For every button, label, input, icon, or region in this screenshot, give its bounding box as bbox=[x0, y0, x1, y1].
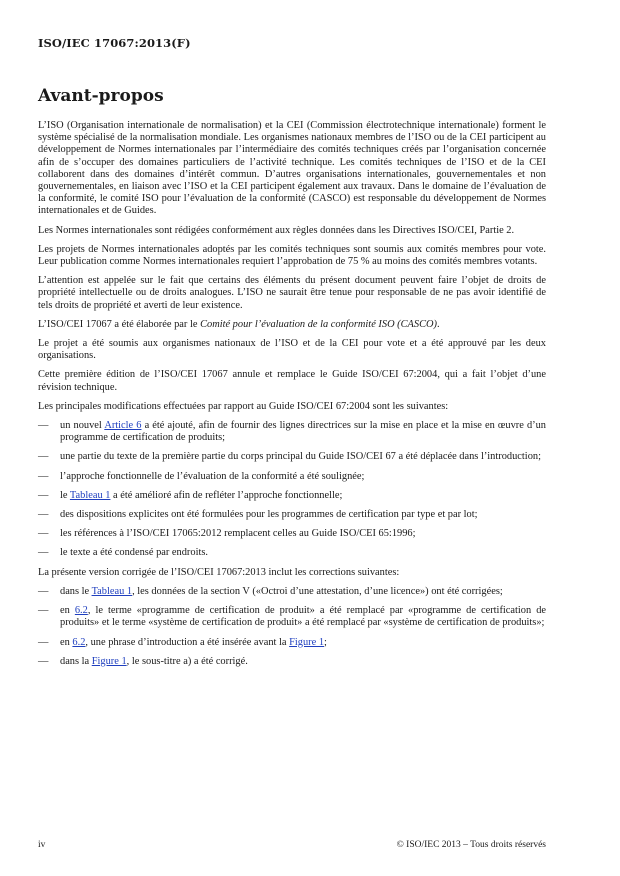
dash-marker: — bbox=[38, 451, 49, 463]
dash-marker: — bbox=[38, 605, 49, 617]
committee-name: Comité pour l’évaluation de la conformité ISO (CASCO) bbox=[200, 318, 437, 330]
foreword-body bbox=[38, 120, 546, 675]
committee-suffix: . bbox=[437, 318, 440, 330]
committee-prefix: L’ISO/CEI 17067 a été élaborée par le bbox=[38, 318, 201, 330]
figure-1-link[interactable]: Figure 1 bbox=[91, 655, 127, 667]
dash-marker: — bbox=[38, 509, 49, 521]
paragraph-committee bbox=[38, 319, 546, 331]
dash-marker: — bbox=[38, 636, 49, 648]
item-text: , les données de la section V («Octroi d’une attestation, d’une licence») ont été corrigées; bbox=[132, 585, 503, 597]
item-text: a été amélioré afin de refléter l’approche fonctionnelle; bbox=[110, 489, 343, 501]
dash-marker: — bbox=[38, 420, 49, 432]
list-item bbox=[38, 490, 546, 502]
item-text: l’approche fonctionnelle de l’évaluation de la conformité a été soulignée; bbox=[60, 470, 365, 482]
item-text: dans la bbox=[60, 655, 92, 667]
item-text: dans le bbox=[60, 585, 92, 597]
table-1-link[interactable]: Tableau 1 bbox=[91, 585, 133, 597]
item-text: en bbox=[60, 636, 73, 648]
item-text: , le sous-titre a) a été corrigé. bbox=[126, 655, 248, 667]
item-text: , le terme «programme de certification de produit» a été remplacé par «programme de certification de produits» et le terme «système de certification de produit» a été remplacé par «système de certification de produits»; bbox=[60, 605, 547, 629]
table-1-link[interactable]: Tableau 1 bbox=[69, 489, 111, 501]
dash-marker: — bbox=[38, 655, 49, 667]
paragraph-changes-intro: Les principales modifications effectuées par rapport au Guide ISO/CEI 67:2004 sont les suivantes: bbox=[38, 400, 449, 412]
list-item bbox=[38, 451, 546, 463]
paragraph-approval: Le projet a été soumis aux organismes nationaux de l’ISO et de la CEI pour vote et a été approuvé par les deux organisations. bbox=[38, 338, 546, 362]
item-text: les références à l’ISO/CEI 17065:2012 remplacent celles au Guide ISO/CEI 65:1996; bbox=[60, 528, 416, 540]
list-item bbox=[38, 637, 546, 649]
article-6-link[interactable]: Article 6 bbox=[104, 420, 142, 432]
item-text: des dispositions explicites ont été formulées pour les programmes de certification par type et par lot; bbox=[60, 509, 478, 521]
item-text: le bbox=[60, 489, 70, 501]
list-item bbox=[38, 471, 546, 483]
copyright-notice: © ISO/IEC 2013 – Tous droits réservés bbox=[396, 840, 546, 850]
page-number: iv bbox=[38, 840, 46, 850]
paragraph-iso-cei: L’ISO (Organisation internationale de normalisation) et la CEI (Commission électrotechnique internationale) forment le système spécialisé de la normalisation mondiale. Les organismes nationaux membres de l’ISO ou de la CEI participent au développement de Normes internationales par l’intermédiaire des comités techniques créés par l’organisation concernée afin de s’occuper des domaines particuliers de l’activité technique. Les comités techniques de l’ISO et de la CEI collaborent dans des domaines d’intérêt commun. D’autres organisations internationales, gouvernementales et non gouvernementales, en liaison avec l’ISO et la CEI participent également aux travaux. Dans le domaine de l’évaluation de la conformité, le comité ISO pour l’évaluation de la conformité (CASCO) est responsable du développement de Normes internationales et de Guides. bbox=[38, 120, 546, 217]
item-text: un nouvel bbox=[60, 420, 105, 432]
list-item bbox=[38, 547, 546, 559]
paragraph-directives: Les Normes internationales sont rédigées conformément aux règles données dans les Directives ISO/CEI, Partie 2. bbox=[38, 224, 515, 236]
item-text: en bbox=[60, 605, 75, 617]
changes-list bbox=[38, 420, 546, 560]
list-item bbox=[38, 509, 546, 521]
dash-marker: — bbox=[38, 528, 49, 540]
paragraph-corrections-intro: La présente version corrigée de l’ISO/CEI 17067:2013 inclut les corrections suivantes: bbox=[38, 566, 400, 578]
item-text: une partie du texte de la première partie du corps principal du Guide ISO/CEI 67 a été déplacée dans l’introduction; bbox=[60, 451, 541, 463]
page-title: Avant-propos bbox=[38, 86, 164, 106]
list-item bbox=[38, 420, 546, 444]
item-text: a été ajouté, afin de fournir des lignes directrices sur la mise en place et la mise en œuvre d’un programme de certification de produits; bbox=[60, 420, 546, 444]
item-text: le texte a été condensé par endroits. bbox=[60, 547, 209, 559]
dash-marker: — bbox=[38, 489, 49, 501]
list-item bbox=[38, 528, 546, 540]
list-item bbox=[38, 605, 546, 629]
paragraph-voting: Les projets de Normes internationales adoptés par les comités techniques sont soumis aux comités membres pour vote. Leur publication comme Normes internationales requiert l’approbation de 75 % au moins des comités membres votants. bbox=[38, 243, 546, 268]
dash-marker: — bbox=[38, 547, 49, 559]
list-item bbox=[38, 656, 546, 668]
section-6-2-link[interactable]: 6.2 bbox=[72, 636, 86, 648]
corrections-list bbox=[38, 586, 546, 668]
paragraph-patents: L’attention est appelée sur le fait que certains des éléments du présent document peuvent faire l’objet de droits de propriété intellectuelle ou de droits analogues. L’ISO ne saurait être tenue pour responsable de ne pas avoir identifié de tels droits de propriété et averti de leur existence. bbox=[38, 275, 546, 311]
item-text: ; bbox=[324, 636, 327, 648]
figure-1-link[interactable]: Figure 1 bbox=[289, 636, 325, 648]
dash-marker: — bbox=[38, 585, 49, 597]
item-text: , une phrase d’introduction a été insérée avant la bbox=[85, 636, 290, 648]
list-item bbox=[38, 586, 546, 598]
dash-marker: — bbox=[38, 470, 49, 482]
paragraph-edition: Cette première édition de l’ISO/CEI 17067 annule et remplace le Guide ISO/CEI 67:2004, qui a fait l’objet d’une révision technique. bbox=[38, 369, 546, 393]
section-6-2-link[interactable]: 6.2 bbox=[74, 605, 88, 617]
document-id-header: ISO/IEC 17067:2013(F) bbox=[38, 36, 191, 50]
